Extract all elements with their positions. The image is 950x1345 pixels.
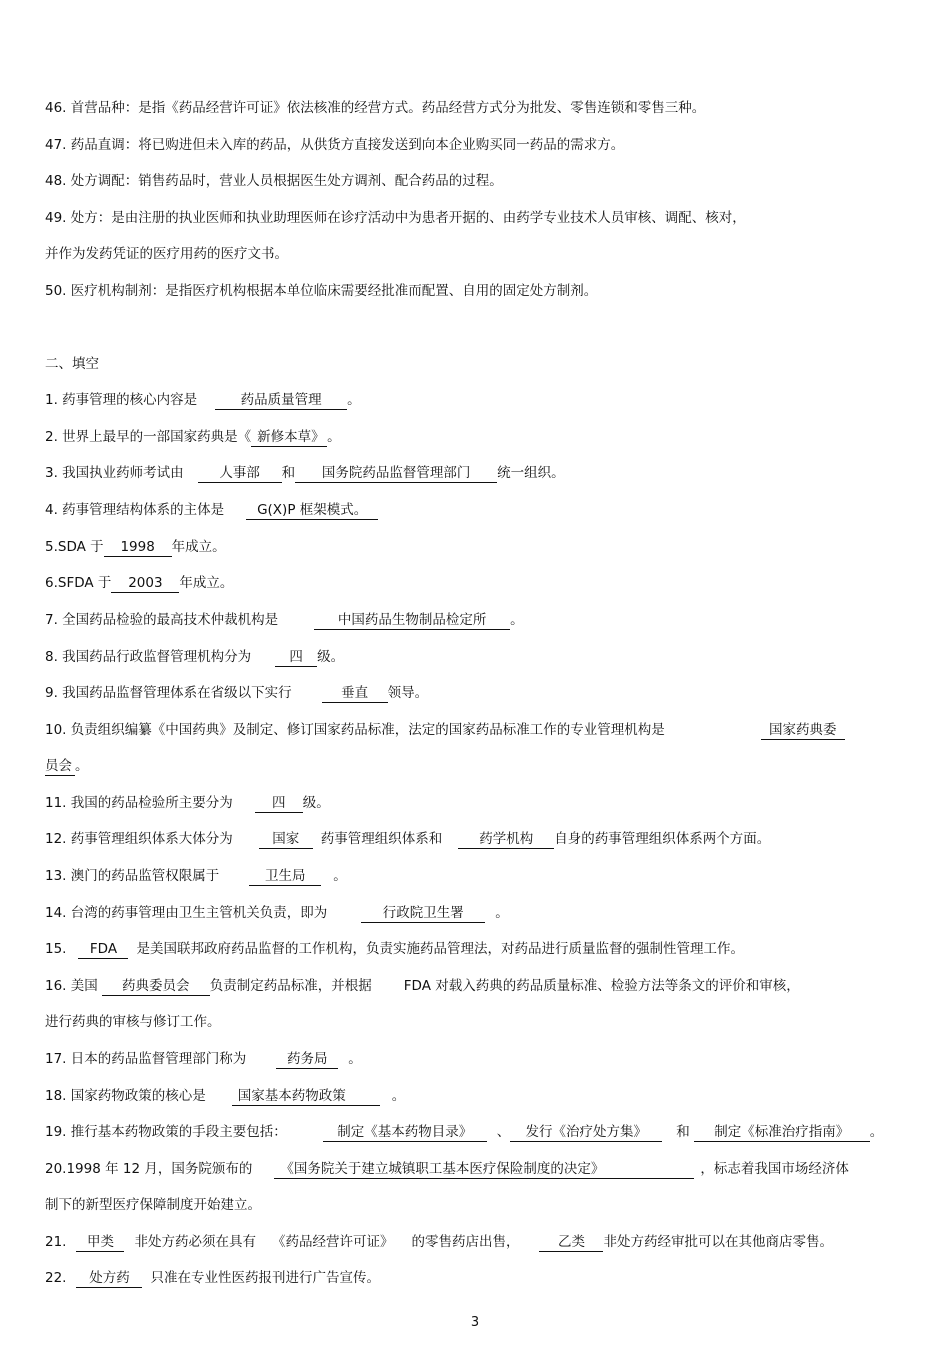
q2-text: 2. 世界上最早的一部国家药典是《: [45, 429, 252, 445]
q9-end: 领导。: [387, 685, 429, 701]
q16-text: 16. 美国: [45, 978, 98, 994]
q13-answer: 卫生局: [249, 868, 321, 886]
q4-answer: G(X)P 框架模式。: [246, 502, 378, 520]
q12-answer-1: 国家: [259, 831, 313, 849]
q21-mid-2: 《药品经营许可证》: [271, 1234, 394, 1250]
q8-text: 8. 我国药品行政监督管理机构分为: [45, 649, 252, 665]
question-1: [45, 391, 361, 410]
q17-answer: 药务局: [276, 1051, 338, 1069]
q15-answer: FDA: [78, 941, 128, 959]
q16-mid-2: FDA 对载入药典的药品质量标准、检验方法等条文的评价和审核，: [403, 978, 800, 994]
q13-end: 。: [333, 868, 347, 884]
question-18: [45, 1087, 405, 1106]
q14-end: 。: [495, 905, 509, 921]
q1-answer: 药品质量管理: [215, 392, 347, 410]
question-11: [45, 794, 330, 813]
q8-end: 级。: [317, 649, 345, 665]
question-20-line2: 制下的新型医疗保障制度开始建立。: [45, 1197, 261, 1213]
q5-text: 5.SDA 于: [45, 539, 104, 555]
q7-end: 。: [510, 612, 524, 628]
question-21: [45, 1233, 833, 1252]
question-7: [45, 611, 524, 630]
q19-answer-1: 制定《基本药物目录》: [323, 1124, 487, 1142]
definition-50: 50. 医疗机构制剂：是指医疗机构根据本单位临床需要经批准而配置、自用的固定处方制剂。: [45, 283, 598, 299]
q8-answer: 四: [275, 649, 317, 667]
definition-49-line2: 并作为发药凭证的医疗用药的医疗文书。: [45, 246, 288, 262]
q21-answer-1: 甲类: [76, 1234, 124, 1252]
q19-mid: 、: [496, 1124, 511, 1140]
q18-text: 18. 国家药物政策的核心是: [45, 1088, 206, 1104]
q7-text: 7. 全国药品检验的最高技术仲裁机构是: [45, 612, 279, 628]
page-number: 3: [470, 1315, 480, 1330]
q17-end: 。: [348, 1051, 362, 1067]
q3-answer-2: 国务院药品监督管理部门: [295, 465, 497, 483]
q21-mid: 非处方药必须在具有: [134, 1234, 256, 1250]
q20-text: 20.1998 年 12 月，国务院颁布的: [45, 1161, 253, 1177]
section-title: 二、填空: [45, 356, 99, 372]
q2-answer: 新修本草》: [251, 429, 327, 447]
q10-text: 10. 负责组织编纂《中国药典》及制定、修订国家药品标准，法定的国家药品标准工作的专业管理机构是: [45, 722, 665, 738]
definition-49-line1: 49. 处方：是由注册的执业医师和执业助理医师在诊疗活动中为患者开据的、由药学专业技术人员审核、调配、核对，: [45, 210, 746, 226]
q19-text: 19. 推行基本药物政策的手段主要包括：: [45, 1124, 287, 1140]
q11-text: 11. 我国的药品检验所主要分为: [45, 795, 233, 811]
q21-text: 21.: [45, 1234, 67, 1250]
q1-end: 。: [347, 392, 361, 408]
q3-mid: 和: [281, 465, 296, 481]
question-16-line1: [45, 977, 800, 996]
q5-answer: 1998: [104, 539, 172, 557]
q22-end: 只准在专业性医药报刊进行广告宣传。: [150, 1270, 380, 1286]
q11-answer: 四: [255, 795, 303, 813]
question-10-line1: [45, 721, 845, 740]
q19-mid-2: 和: [676, 1124, 690, 1140]
q6-answer: 2003: [111, 575, 179, 593]
q12-mid: 药事管理组织体系和: [320, 831, 443, 847]
definition-47: 47. 药品直调：将已购进但未入库的药品，从供货方直接发送到向本企业购买同一药品的需求方。: [45, 137, 625, 153]
q6-end: 年成立。: [179, 575, 234, 591]
question-6: [45, 574, 233, 593]
q3-text: 3. 我国执业药师考试由: [45, 465, 184, 481]
question-10-line2: [45, 757, 89, 776]
q12-end: 自身的药事管理组织体系两个方面。: [554, 831, 771, 847]
question-17: [45, 1050, 362, 1069]
q19-end: 。: [869, 1124, 884, 1140]
definition-46: 46. 首营品种：是指《药品经营许可证》依法核准的经营方式。药品经营方式分为批发、零售连锁和零售三种。: [45, 100, 706, 116]
definition-48: 48. 处方调配：销售药品时，营业人员根据医生处方调剂、配合药品的过程。: [45, 173, 503, 189]
q13-text: 13. 澳门的药品监管权限属于: [45, 868, 220, 884]
q12-text: 12. 药事管理组织体系大体分为: [45, 831, 233, 847]
q11-end: 级。: [302, 795, 330, 811]
question-15: [45, 940, 744, 959]
question-20-line1: [45, 1160, 849, 1179]
q10-end: 。: [75, 758, 89, 774]
q21-answer-2: 乙类: [539, 1234, 603, 1252]
q1-text: 1. 药事管理的核心内容是: [45, 392, 198, 408]
question-2: [45, 428, 341, 447]
q6-text: 6.SFDA 于: [45, 575, 112, 591]
q2-end: 。: [327, 429, 341, 445]
q12-answer-2: 药学机构: [458, 831, 554, 849]
q19-answer-2: 发行《治疗处方集》: [510, 1124, 662, 1142]
question-3: [45, 464, 565, 483]
q20-answer: 《国务院关于建立城镇职工基本医疗保险制度的决定》: [274, 1161, 694, 1179]
q10-answer-2: 员会: [45, 758, 75, 776]
question-9: [45, 684, 428, 703]
question-4: [45, 501, 378, 520]
q3-answer-1: 人事部: [198, 465, 282, 483]
q9-text: 9. 我国药品监督管理体系在省级以下实行: [45, 685, 292, 701]
q5-end: 年成立。: [171, 539, 226, 555]
question-14: [45, 904, 509, 923]
q18-answer: 国家基本药物政策: [232, 1088, 380, 1106]
q21-mid-3: 的零售药店出售，: [411, 1234, 520, 1250]
q16-mid: 负责制定药品标准，并根据: [209, 978, 372, 994]
question-13: [45, 867, 347, 886]
q15-text: 15.: [45, 941, 67, 957]
question-12: [45, 830, 770, 849]
question-19: [45, 1123, 883, 1142]
q21-end: 非处方药经审批可以在其他商店零售。: [603, 1234, 833, 1250]
q22-text: 22.: [45, 1270, 67, 1286]
q4-text: 4. 药事管理结构体系的主体是: [45, 502, 225, 518]
q14-answer: 行政院卫生署: [361, 905, 485, 923]
question-22: [45, 1269, 380, 1288]
q3-end: 统一组织。: [497, 465, 565, 481]
q7-answer: 中国药品生物制品检定所: [314, 612, 510, 630]
q16-answer: 药典委员会: [102, 978, 210, 996]
q18-end: 。: [391, 1088, 406, 1104]
q19-answer-3: 制定《标准治疗指南》: [694, 1124, 870, 1142]
question-8: [45, 648, 344, 667]
q9-answer: 垂直: [322, 685, 388, 703]
q15-end: 是美国联邦政府药品监督的工作机构，负责实施药品管理法，对药品进行质量监督的强制性管理工作。: [136, 941, 744, 957]
question-5: [45, 538, 226, 557]
q10-answer-1: 国家药典委: [761, 722, 845, 740]
q22-answer: 处方药: [76, 1270, 142, 1288]
q20-mid: ，标志着我国市场经济体: [700, 1161, 849, 1177]
question-16-line2: 进行药典的审核与修订工作。: [45, 1014, 221, 1030]
q17-text: 17. 日本的药品监督管理部门称为: [45, 1051, 247, 1067]
q14-text: 14. 台湾的药事管理由卫生主管机关负责，即为: [45, 905, 328, 921]
